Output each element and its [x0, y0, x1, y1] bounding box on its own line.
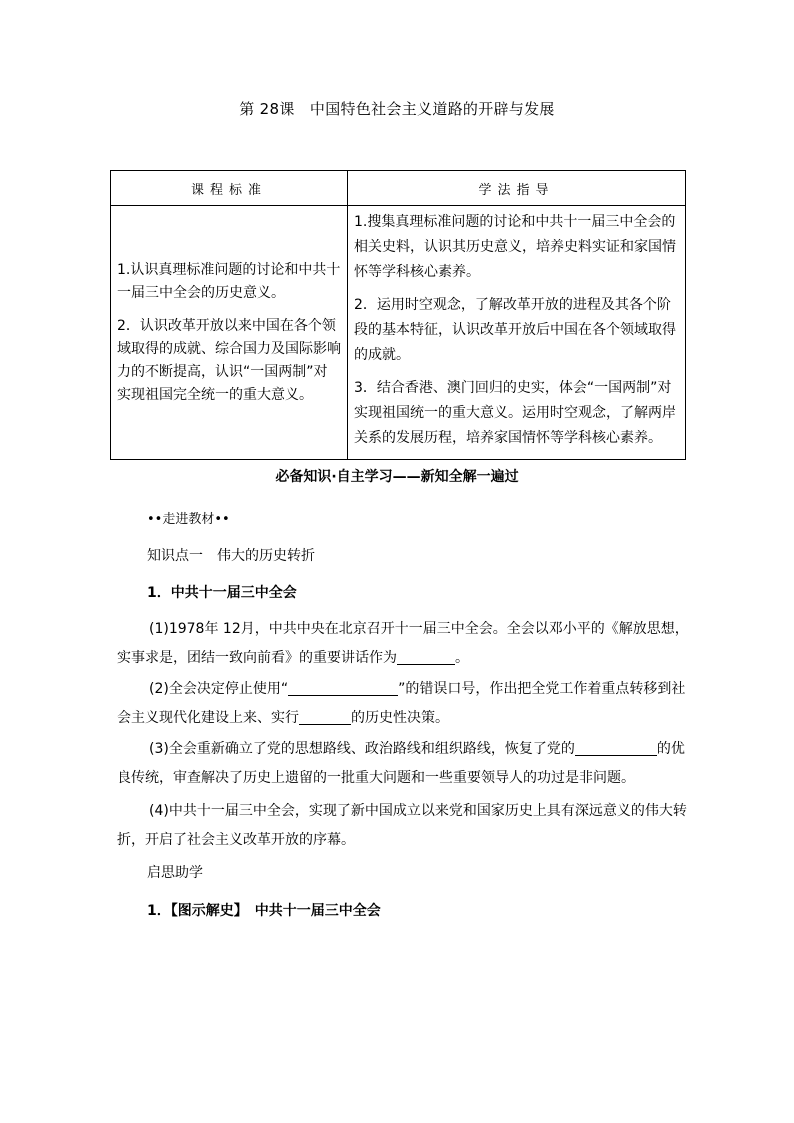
- standard-item: 1.认识真理标准问题的讨论和中共十一届三中全会的历史意义。: [117, 261, 341, 301]
- paragraph-text: 的历史性决策。: [351, 710, 449, 726]
- lesson-title: 第 28课 中国特色社会主义道路的开辟与发展: [239, 100, 555, 118]
- guidance-item: 1.搜集真理标准问题的讨论和中共十一届三中全会的相关史料，认识其历史意义，培养史料实证和家国情怀等学科核心素养。: [354, 214, 676, 280]
- diagram-heading-title: 中共十一届三中全会: [240, 903, 381, 919]
- paragraph-text: (3)全会重新确立了党的思想路线、政治路线和组织路线，恢复了党的: [149, 741, 575, 757]
- header-curriculum-standard: 课程标准: [111, 171, 348, 206]
- paragraph-text: 的优良传统，审查解决了历史上遗留的一批重大问题和一些重要领导人的功过是非问题。: [117, 741, 685, 786]
- table-body-row: [111, 206, 686, 460]
- diagram-heading-prefix: 1．: [147, 903, 171, 919]
- fill-blank[interactable]: [288, 679, 398, 696]
- header-study-guidance: 学法指导: [348, 171, 686, 206]
- sub-heading: 1．中共十一届三中全会: [147, 585, 297, 601]
- paragraph-text: ”的错误口号，作出把全党工作着重点转移到社会主义现代化建设上来、实行: [117, 681, 686, 726]
- knowledge-point-heading: 知识点一 伟大的历史转折: [147, 548, 315, 564]
- paragraph-text: (2)全会决定停止使用“: [149, 681, 289, 697]
- fill-blank[interactable]: [397, 648, 455, 665]
- table-header-row: [111, 171, 686, 206]
- curriculum-table: [110, 170, 686, 460]
- thinking-heading: 启思助学: [147, 865, 203, 881]
- paragraph-1: [117, 615, 689, 673]
- paragraph-2: [117, 675, 689, 733]
- guidance-item: 3．结合香港、澳门回归的史实，体会“一国两制”对实现祖国统一的重大意义。运用时空观念，了解两岸关系的发展历程，培养家国情怀等学科核心素养。: [354, 380, 676, 446]
- standard-item: 2．认识改革开放以来中国在各个领域取得的成就、综合国力及国际影响力的不断提高，认识“一国两制”对实现祖国完全统一的重大意义。: [117, 317, 341, 403]
- section-banner: 必备知识·自主学习——新知全解一遍过: [275, 469, 519, 485]
- diagram-heading-tag: 【图示解史】: [170, 903, 241, 919]
- paragraph-3: [117, 735, 689, 793]
- paragraph-4: (4)中共十一届三中全会，实现了新中国成立以来党和国家历史上具有深远意义的伟大转折，开启了社会主义改革开放的序幕。: [117, 803, 687, 848]
- curriculum-standard-cell: [111, 206, 348, 460]
- diagram-heading: [147, 900, 381, 920]
- fill-blank[interactable]: [575, 739, 657, 756]
- paragraph-text: 。: [455, 650, 469, 666]
- textbook-heading: ••走进教材••: [147, 512, 230, 527]
- paragraph-text: (1)1978年 12月，中共中央在北京召开十一届三中全会。全会以邓小平的《解放思想，实事求是，团结一致向前看》的重要讲话作为: [117, 621, 689, 666]
- study-guidance-cell: [348, 206, 686, 460]
- fill-blank[interactable]: [299, 708, 351, 725]
- guidance-item: 2．运用时空观念，了解改革开放的进程及其各个阶段的基本特征，认识改革开放后中国在各个领域取得的成就。: [354, 297, 676, 363]
